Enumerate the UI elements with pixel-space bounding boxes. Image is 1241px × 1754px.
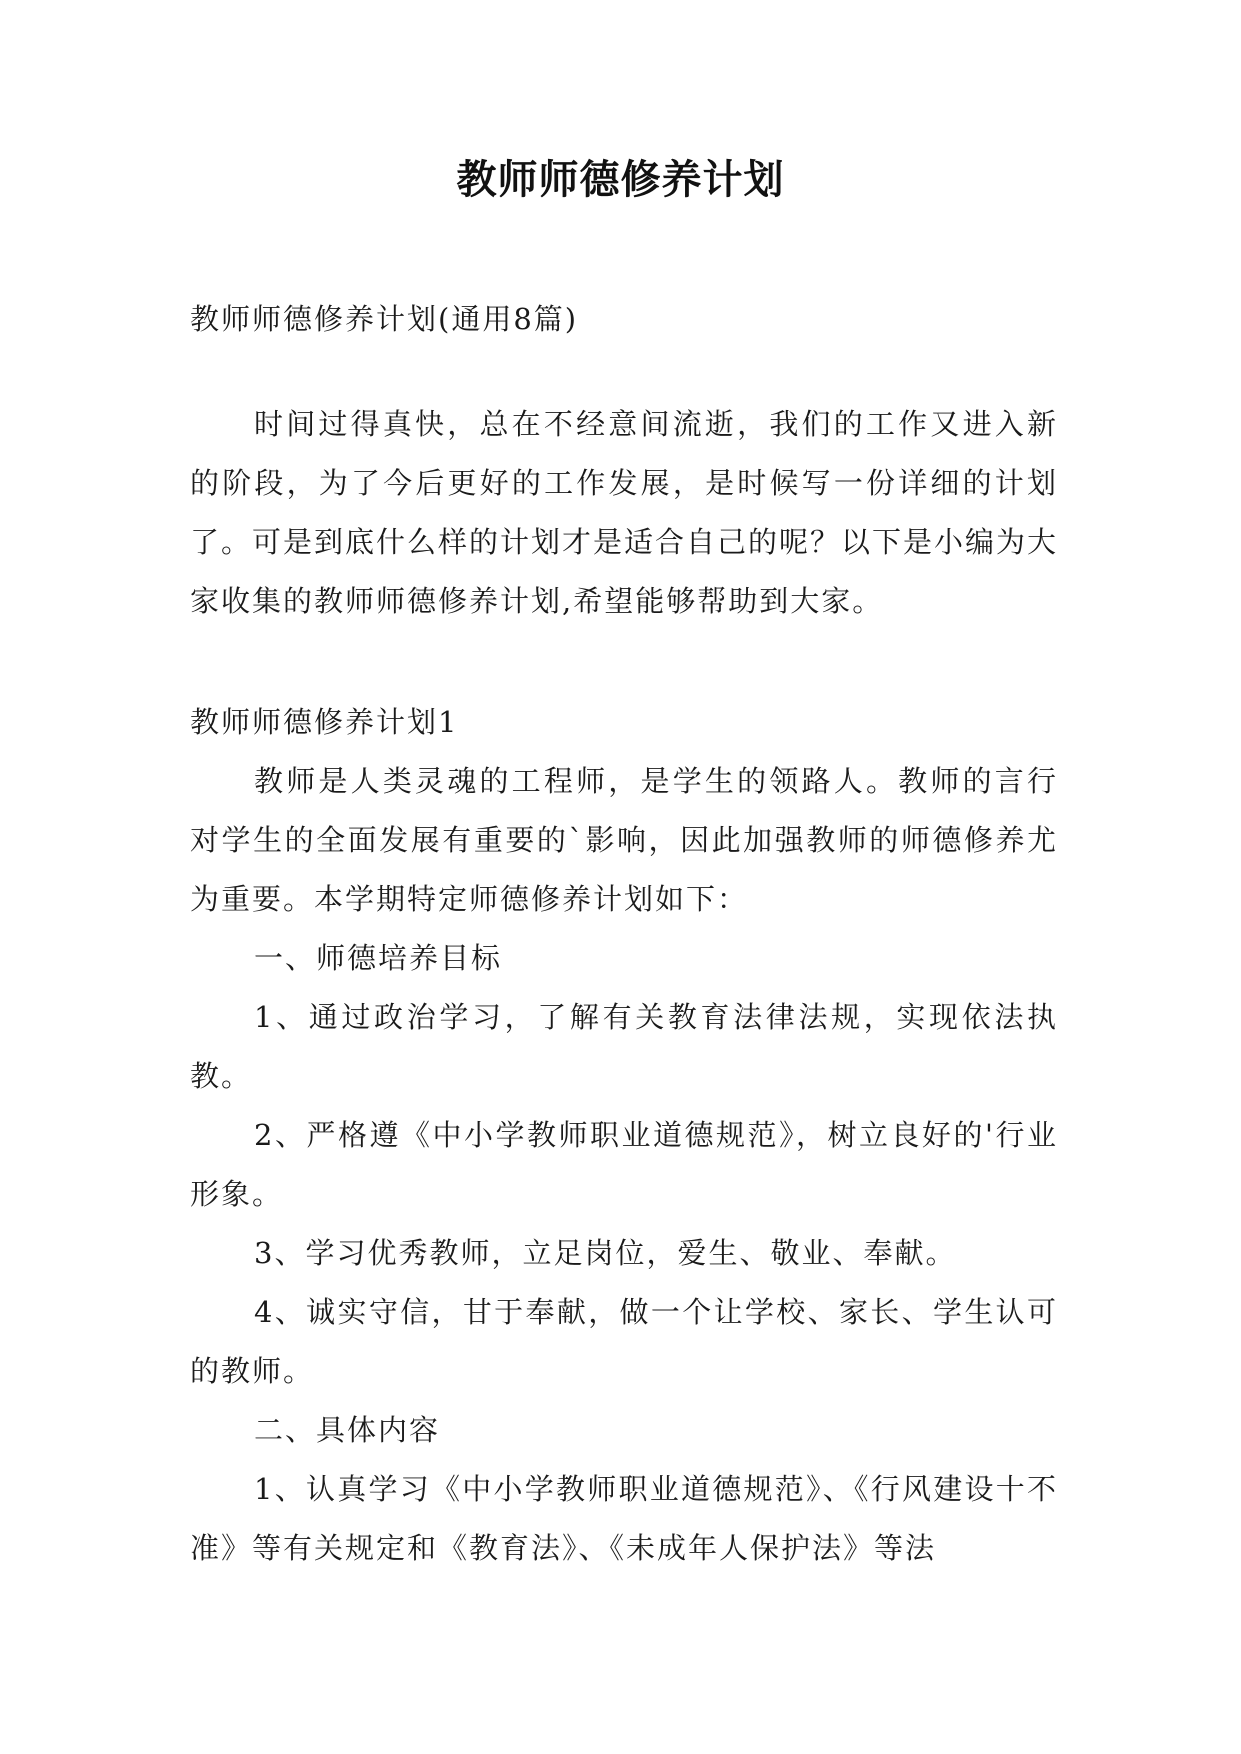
document-title: 教师师德修养计划 xyxy=(456,157,785,203)
part-heading-contents: 二、具体内容 xyxy=(254,1413,441,1447)
document-subtitle: 教师师德修养计划(通用8篇) xyxy=(190,302,579,336)
section-paragraph: 教师是人类灵魂的工程师，是学生的领路人。教师的言行对学生的全面发展有重要的`影响，因此加强教师的师德修养尤为重要。本学期特定师德修养计划如下： xyxy=(190,764,1058,916)
part-heading-goals: 一、师德培养目标 xyxy=(254,941,503,975)
intro-paragraph: 时间过得真快，总在不经意间流逝，我们的工作又进入新的阶段，为了今后更好的工作发展，是时候写一份详细的计划了。可是到底什么样的计划才是适合自己的呢？以下是小编为大家收集的教师师德修养计划,希望能够帮助到大家。 xyxy=(190,407,1059,618)
goal-item: 2、严格遵《中小学教师职业道德规范》，树立良好的'行业形象。 xyxy=(190,1118,1058,1211)
document-body xyxy=(190,290,1058,1578)
content-item: 1、认真学习《中小学教师职业道德规范》、《行风建设十不准》等有关规定和《教育法》、《未成年人保护法》等法 xyxy=(190,1472,1058,1565)
goal-item: 3、学习优秀教师，立足岗位，爱生、敬业、奉献。 xyxy=(254,1236,957,1270)
goal-item: 4、诚实守信，甘于奉献，做一个让学校、家长、学生认可的教师。 xyxy=(190,1295,1058,1388)
section-heading: 教师师德修养计划1 xyxy=(190,705,459,739)
goal-item: 1、通过政治学习，了解有关教育法律法规，实现依法执教。 xyxy=(190,1000,1058,1093)
